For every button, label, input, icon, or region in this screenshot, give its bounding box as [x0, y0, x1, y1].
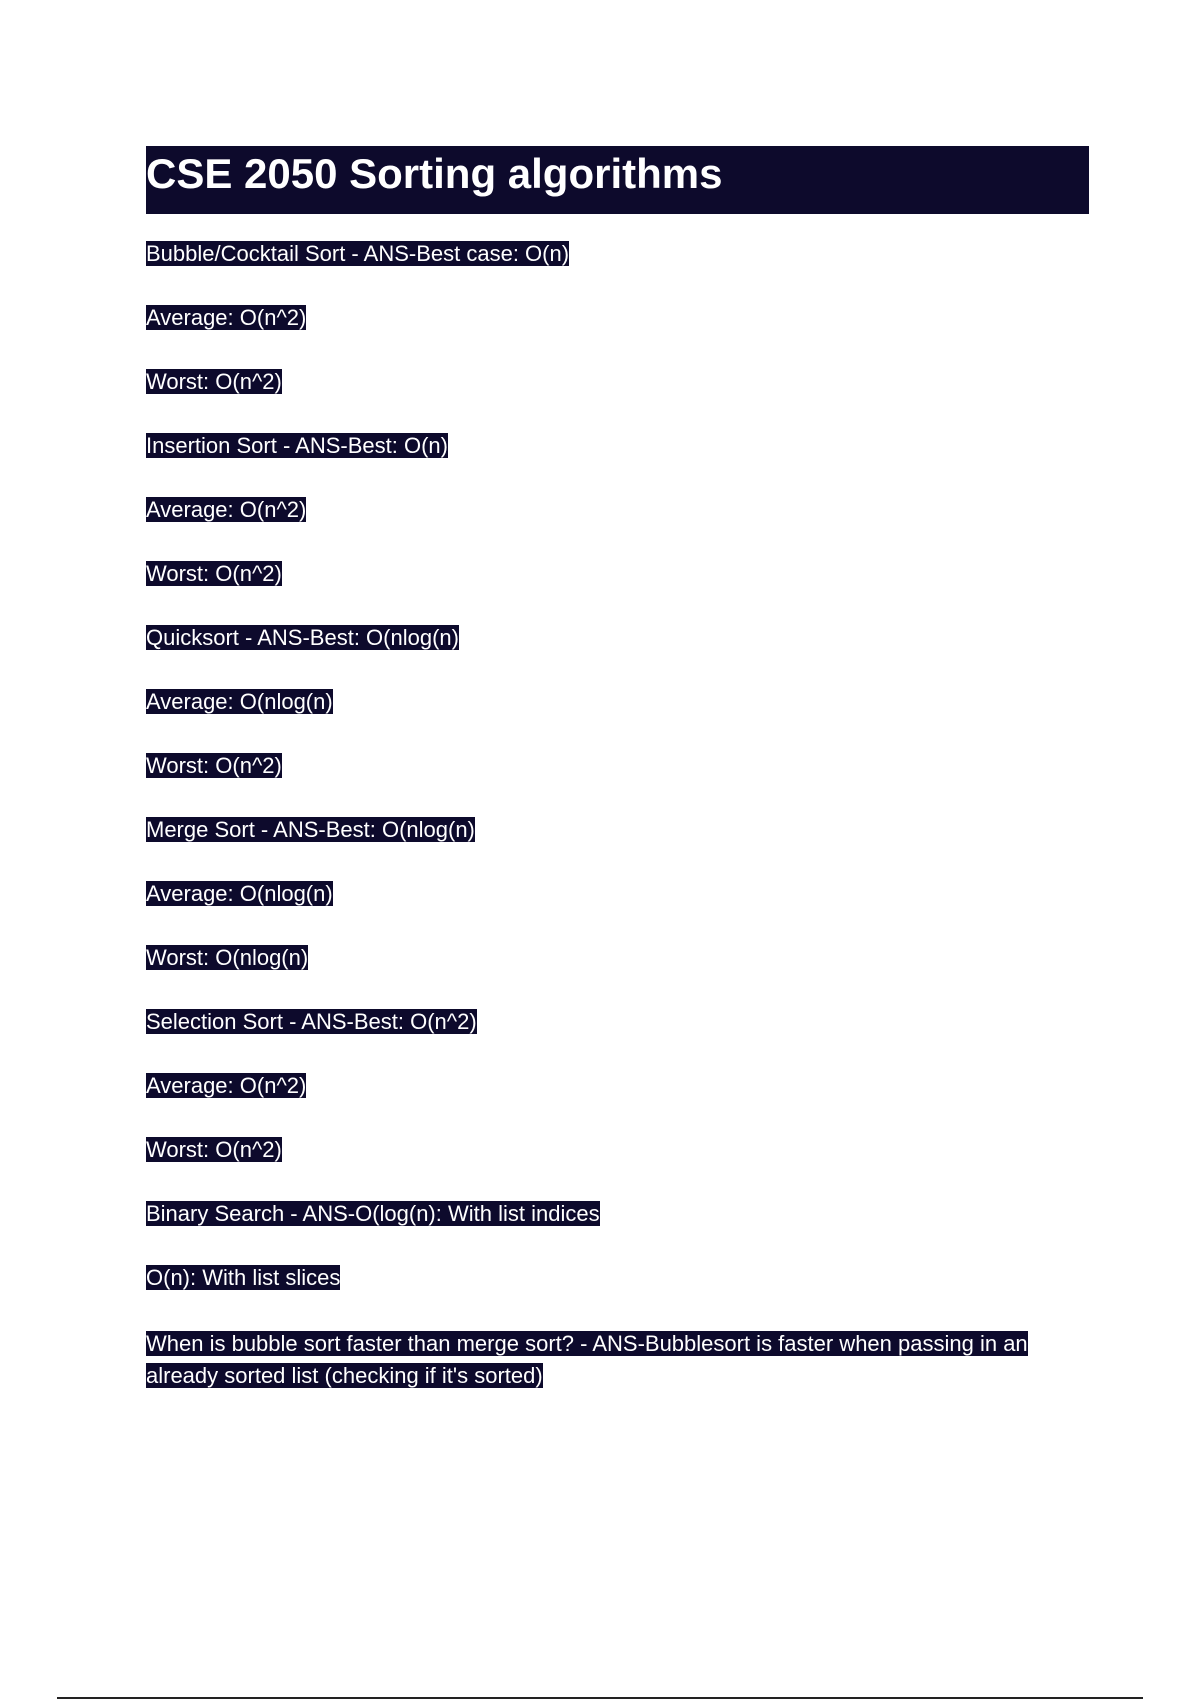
highlighted-text: When is bubble sort faster than merge sort? - ANS-Bubblesort is faster when passing in an already sorted list (checking if it's sorted)	[146, 1331, 1028, 1388]
text-line	[146, 1136, 1089, 1200]
highlighted-text: Average: O(n^2)	[146, 305, 307, 330]
highlighted-text: Insertion Sort - ANS-Best: O(n)	[146, 433, 448, 458]
text-line	[146, 688, 1089, 752]
highlighted-text: Quicksort - ANS-Best: O(nlog(n)	[146, 625, 459, 650]
highlighted-text: Average: O(nlog(n)	[146, 881, 333, 906]
text-line	[146, 240, 1089, 304]
text-line	[146, 1008, 1089, 1072]
text-line	[146, 432, 1089, 496]
highlighted-text: Worst: O(n^2)	[146, 753, 282, 778]
text-line	[146, 944, 1089, 1008]
highlighted-text: Average: O(n^2)	[146, 497, 307, 522]
highlighted-text: Binary Search - ANS-O(log(n): With list indices	[146, 1201, 600, 1226]
text-line	[146, 560, 1089, 624]
highlighted-text: Merge Sort - ANS-Best: O(nlog(n)	[146, 817, 475, 842]
highlighted-text: Selection Sort - ANS-Best: O(n^2)	[146, 1009, 477, 1034]
text-line	[146, 304, 1089, 368]
text-line	[146, 368, 1089, 432]
text-line	[146, 752, 1089, 816]
text-line	[146, 1200, 1089, 1264]
footer-divider	[57, 1697, 1143, 1699]
text-line	[146, 1072, 1089, 1136]
highlighted-text: Average: O(nlog(n)	[146, 689, 333, 714]
text-line	[146, 880, 1089, 944]
title-highlight	[146, 146, 1089, 214]
highlighted-text: Average: O(n^2)	[146, 1073, 307, 1098]
page-title: CSE 2050 Sorting algorithms	[146, 150, 723, 197]
document-body	[146, 240, 1089, 1392]
text-line	[146, 624, 1089, 688]
highlighted-text: Bubble/Cocktail Sort - ANS-Best case: O(n)	[146, 241, 570, 266]
text-line	[146, 1264, 1089, 1328]
highlighted-text: Worst: O(n^2)	[146, 369, 282, 394]
text-line	[146, 496, 1089, 560]
highlighted-text: Worst: O(nlog(n)	[146, 945, 309, 970]
highlighted-text: Worst: O(n^2)	[146, 1137, 282, 1162]
highlighted-text: Worst: O(n^2)	[146, 561, 282, 586]
text-line	[146, 1328, 1089, 1392]
highlighted-text: O(n): With list slices	[146, 1265, 341, 1290]
text-line	[146, 816, 1089, 880]
